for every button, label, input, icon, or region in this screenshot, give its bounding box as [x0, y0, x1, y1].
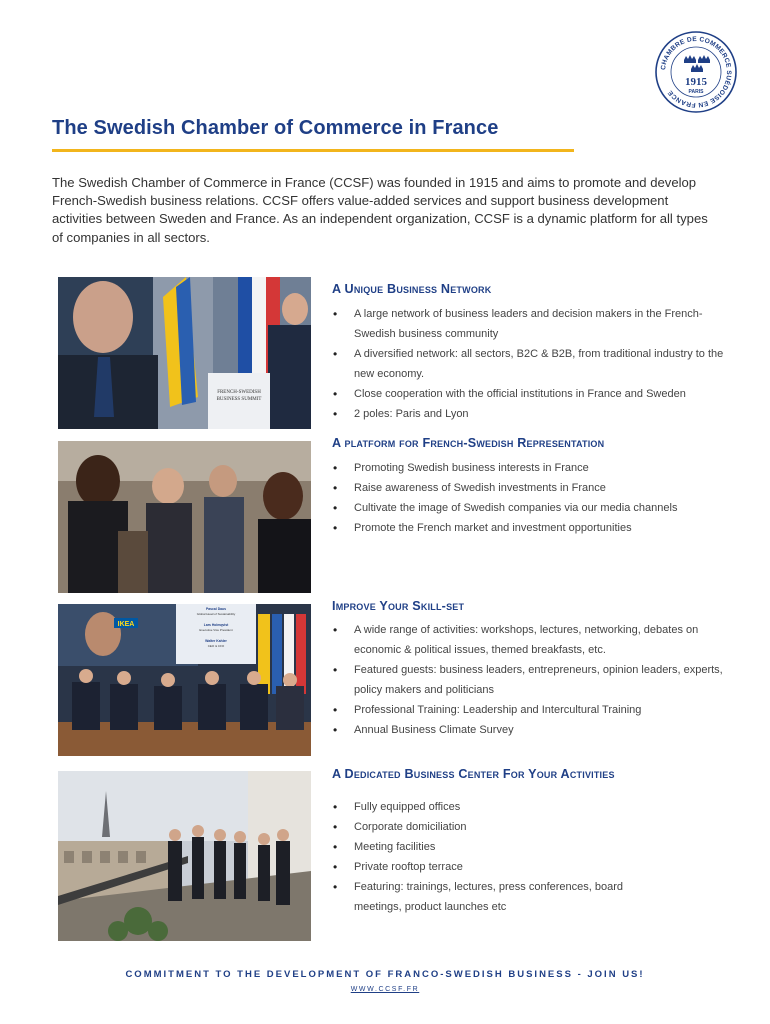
intro-paragraph: The Swedish Chamber of Commerce in France (CCSF) was founded in 1915 and aims to promote and develop French-Swedish business relations. CCSF offers value-added services and support business development activities between Sweden and France. As an independent organization, CCSF is a dynamic platform for all types of companies in all sectors. [52, 175, 708, 245]
photo-panel-discussion [58, 604, 311, 756]
screen-line-5: Walter Kahler [205, 639, 227, 643]
section-title-skill-set: Improve Your Skill-set [332, 599, 465, 613]
seal-city: PARIS [688, 89, 704, 95]
photo-rooftop-terrace [58, 771, 311, 941]
screen-line-3: Lars Holmqvist [203, 623, 229, 627]
photo-networking-event [58, 441, 311, 593]
list-item: • Private rooftop terrace [332, 857, 632, 877]
list-item: • Close cooperation with the official institutions in France and Sweden [332, 384, 728, 404]
list-item: • Raise awareness of Swedish investments in France [332, 478, 728, 498]
section-title-representation: A platform for French-Swedish Representation [332, 436, 605, 450]
list-item: • Cultivate the image of Swedish companies via our media channels [332, 498, 728, 518]
seal-ring-text: CHAMBRE DE COMMERCE SUÉDOISE EN FRANCE [660, 35, 733, 109]
footer-tagline: COMMITMENT TO THE DEVELOPMENT OF FRANCO-SWEDISH BUSINESS - JOIN US! [125, 969, 645, 980]
section-list-business-center [332, 797, 632, 917]
section-list-skill-set [332, 620, 728, 740]
list-item: • Fully equipped offices [332, 797, 632, 817]
list-item: • Professional Training: Leadership and Intercultural Training [332, 700, 728, 720]
list-item: • Featuring: trainings, lectures, press conferences, board meetings, product launches etc [332, 877, 632, 917]
ikea-logo: IKEA [117, 621, 135, 628]
list-item: • Featured guests: business leaders, entrepreneurs, opinion leaders, experts, policy makers and politicians [332, 660, 728, 700]
podium-line-1: FRENCH-SWEDISH [217, 390, 261, 395]
screen-line-4: Executive Vice President [199, 628, 233, 632]
list-item: • A wide range of activities: workshops, lectures, networking, debates on economic & political issues, themed breakfasts, etc. [332, 620, 728, 660]
section-title-business-center: A Dedicated Business Center For Your Activities [332, 767, 615, 781]
section-list-representation [332, 458, 728, 538]
list-item: • 2 poles: Paris and Lyon [332, 404, 728, 424]
list-item: • Meeting facilities [332, 837, 632, 857]
section-title-business-network: A Unique Business Network [332, 282, 492, 296]
section-list-business-network [332, 304, 728, 424]
list-item: • Promote the French market and investment opportunities [332, 518, 728, 538]
three-crowns-icon [684, 55, 710, 72]
podium-line-2: BUSINESS SUMMIT [216, 397, 262, 402]
list-item: • A diversified network: all sectors, B2C & B2B, from traditional industry to the new economy. [332, 344, 728, 384]
ccsf-seal-logo [654, 30, 738, 114]
photo-summit-speaker [58, 277, 311, 429]
list-item: • A large network of business leaders and decision makers in the French-Swedish business community [332, 304, 728, 344]
screen-line-6: CEO & CFO [207, 644, 225, 648]
list-item: • Annual Business Climate Survey [332, 720, 728, 740]
list-item: • Promoting Swedish business interests in France [332, 458, 728, 478]
screen-line-2: Global Head of Sustainability [196, 612, 236, 616]
footer-website-link[interactable]: WWW.CCSF.FR [350, 986, 420, 993]
screen-line-1: Pascal Daus [206, 607, 226, 611]
page-title: The Swedish Chamber of Commerce in France [52, 117, 499, 139]
seal-year: 1915 [685, 76, 707, 88]
title-underline [52, 149, 574, 152]
list-item: • Corporate domiciliation [332, 817, 632, 837]
